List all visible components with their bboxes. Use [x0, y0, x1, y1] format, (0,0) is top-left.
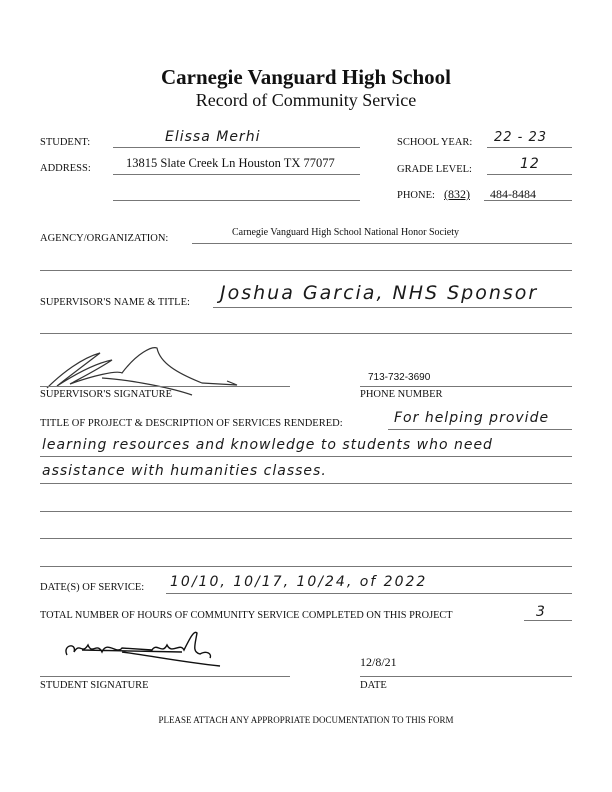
signoff-date-line	[360, 676, 572, 677]
dates-line	[166, 593, 572, 594]
project-line-2	[40, 456, 572, 457]
supervisor-phone-line	[360, 386, 572, 387]
dates-label: DATE(S) OF SERVICE:	[40, 582, 145, 593]
phone-value: 484-8484	[490, 187, 536, 201]
supervisor-line-2	[40, 333, 572, 334]
phone-area-code: (832)	[444, 187, 470, 201]
project-line-3	[40, 483, 572, 484]
agency-line-2	[40, 270, 572, 271]
project-label: TITLE OF PROJECT & DESCRIPTION OF SERVICES RENDERED:	[40, 418, 343, 429]
school-year-line	[487, 147, 572, 148]
student-signature-label: STUDENT SIGNATURE	[40, 680, 149, 691]
student-line	[113, 147, 360, 148]
project-line-1	[388, 429, 572, 430]
grade-level-value: 12	[520, 156, 540, 172]
project-line-6	[40, 566, 572, 567]
supervisor-name-label: SUPERVISOR'S NAME & TITLE:	[40, 297, 190, 308]
signoff-date-label: DATE	[360, 680, 387, 691]
student-label: STUDENT:	[40, 137, 91, 148]
hours-line	[524, 620, 572, 621]
supervisor-signature-label: SUPERVISOR'S SIGNATURE	[40, 389, 173, 400]
school-year-label: SCHOOL YEAR:	[397, 137, 473, 148]
project-text-line-1: For helping provide	[394, 410, 550, 426]
grade-level-line	[487, 174, 572, 175]
supervisor-name-line	[213, 307, 572, 308]
agency-line	[192, 243, 572, 244]
supervisor-phone-value: 713-732-3690	[368, 372, 431, 383]
grade-level-label: GRADE LEVEL:	[397, 164, 472, 175]
student-signature-line	[40, 676, 290, 677]
address-line-2	[113, 200, 360, 201]
agency-value: Carnegie Vanguard High School National Honor Society	[232, 227, 459, 238]
address-line	[113, 174, 360, 175]
project-text-line-2: learning resources and knowledge to students who need	[42, 437, 493, 453]
student-signature	[62, 630, 242, 670]
signoff-date-value: 12/8/21	[360, 655, 397, 669]
supervisor-phone-label: PHONE NUMBER	[360, 389, 443, 400]
student-name: Elissa Merhi	[165, 129, 261, 145]
project-line-5	[40, 538, 572, 539]
supervisor-name-value: Joshua Garcia, NHS Sponsor	[220, 282, 539, 304]
footer-note: PLEASE ATTACH ANY APPROPRIATE DOCUMENTATION TO THIS FORM	[158, 715, 454, 725]
project-text-line-3: assistance with humanities classes.	[42, 463, 327, 479]
form-title: Record of Community Service	[195, 90, 417, 110]
project-line-4	[40, 511, 572, 512]
address-label: ADDRESS:	[40, 163, 91, 174]
school-year-value: 22 - 23	[494, 130, 548, 145]
hours-value: 3	[536, 604, 546, 620]
school-name: Carnegie Vanguard High School	[161, 65, 451, 89]
address-value: 13815 Slate Creek Ln Houston TX 77077	[126, 156, 335, 170]
supervisor-signature-line	[40, 386, 290, 387]
dates-value: 10/10, 10/17, 10/24, of 2022	[170, 574, 428, 590]
phone-label: PHONE:	[397, 190, 435, 201]
hours-label: TOTAL NUMBER OF HOURS OF COMMUNITY SERVICE COMPLETED ON THIS PROJECT	[40, 610, 453, 621]
agency-label: AGENCY/ORGANIZATION:	[40, 233, 169, 244]
